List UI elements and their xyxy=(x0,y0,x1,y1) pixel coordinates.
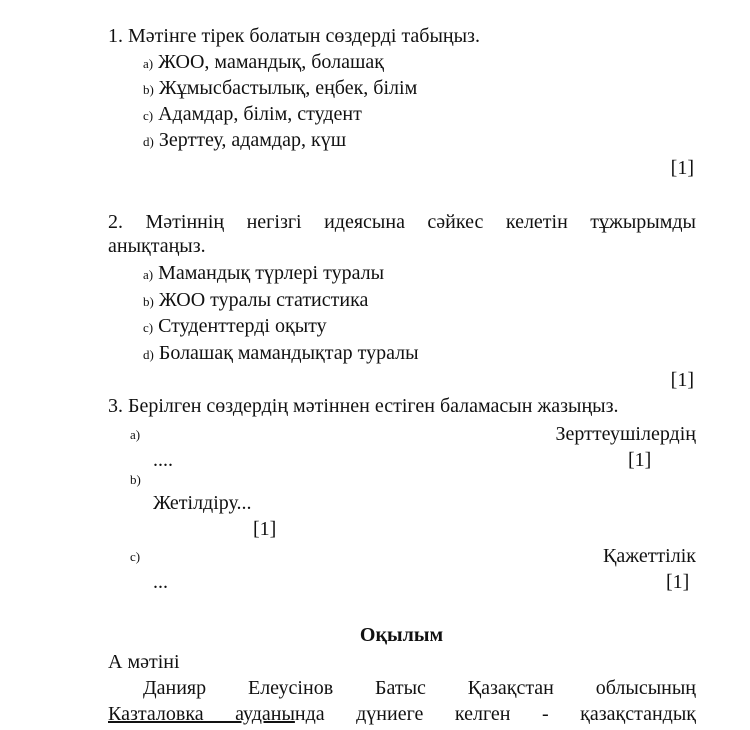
option-label: c) xyxy=(143,320,154,335)
q1-option-d[interactable] xyxy=(143,130,346,150)
q2-option-b[interactable] xyxy=(143,290,368,310)
option-label: b) xyxy=(143,82,154,97)
option-label: d) xyxy=(143,134,154,149)
option-text: ЖОО туралы статистика xyxy=(158,289,369,311)
option-text: Болашақ мамандықтар туралы xyxy=(158,342,419,364)
option-text: Студенттерді оқыту xyxy=(158,315,327,337)
q3-item-a-mark: [1] xyxy=(628,449,652,471)
option-text: Мамандық түрлері туралы xyxy=(158,262,385,284)
q3-item-a-label: a) xyxy=(130,427,141,442)
reading-line-2 xyxy=(108,701,696,727)
q1-option-b[interactable] xyxy=(143,78,417,98)
q3-item-c-label: c) xyxy=(130,549,141,564)
option-text: Адамдар, білім, студент xyxy=(158,103,362,125)
q2-mark: [1] xyxy=(670,369,694,391)
option-text: ЖОО, мамандық, болашақ xyxy=(158,51,385,73)
reading-heading: Оқылым xyxy=(359,624,444,646)
q3-item-b-word[interactable]: Жетілдіру... xyxy=(153,492,252,514)
q1-option-a[interactable] xyxy=(143,52,384,72)
reading-subheading: А мәтіні xyxy=(108,651,180,673)
underlined-place-name: Казталовка ауданы xyxy=(108,703,295,725)
question-2-text xyxy=(108,209,696,235)
q3-item-a-blank[interactable]: .... xyxy=(153,449,173,471)
q1-mark: [1] xyxy=(670,157,694,179)
option-label: d) xyxy=(143,347,154,362)
q3-item-a-word: Зерттеушілердің xyxy=(555,423,696,445)
reading-line-1: Данияр Елеусінов Батыс Қазақстан облысының xyxy=(143,677,696,699)
question-3-text: 3. Берілген сөздердің мәтіннен естіген баламасын жазыңыз. xyxy=(108,395,619,417)
q3-item-c-mark: [1] xyxy=(666,571,690,593)
q2-option-d[interactable] xyxy=(143,343,419,363)
q3-item-b-mark: [1] xyxy=(253,518,277,540)
option-text: Жұмысбастылық, еңбек, білім xyxy=(158,77,418,99)
q1-option-c[interactable] xyxy=(143,104,362,124)
question-2-line-1: 2. Мәтіннің негізгі идеясына сәйкес келетін тұжырымды xyxy=(108,211,696,233)
question-1-text: 1. Мәтінге тірек болатын сөздерді табыңыз. xyxy=(108,25,480,47)
q3-item-c-word: Қажеттілік xyxy=(603,545,696,567)
q2-option-a[interactable] xyxy=(143,263,384,283)
option-label: b) xyxy=(143,294,154,309)
q3-item-b-label: b) xyxy=(130,472,141,487)
option-label: a) xyxy=(143,56,154,71)
option-label: a) xyxy=(143,267,154,282)
reading-line-2-rest: нда дүниеге келген - қазақстандық xyxy=(294,703,696,725)
option-label: c) xyxy=(143,108,154,123)
option-text: Зерттеу, адамдар, күш xyxy=(158,129,347,151)
question-2-line-2: анықтаңыз. xyxy=(108,235,206,257)
q3-item-c-blank[interactable]: ... xyxy=(153,571,168,593)
q2-option-c[interactable] xyxy=(143,316,327,336)
